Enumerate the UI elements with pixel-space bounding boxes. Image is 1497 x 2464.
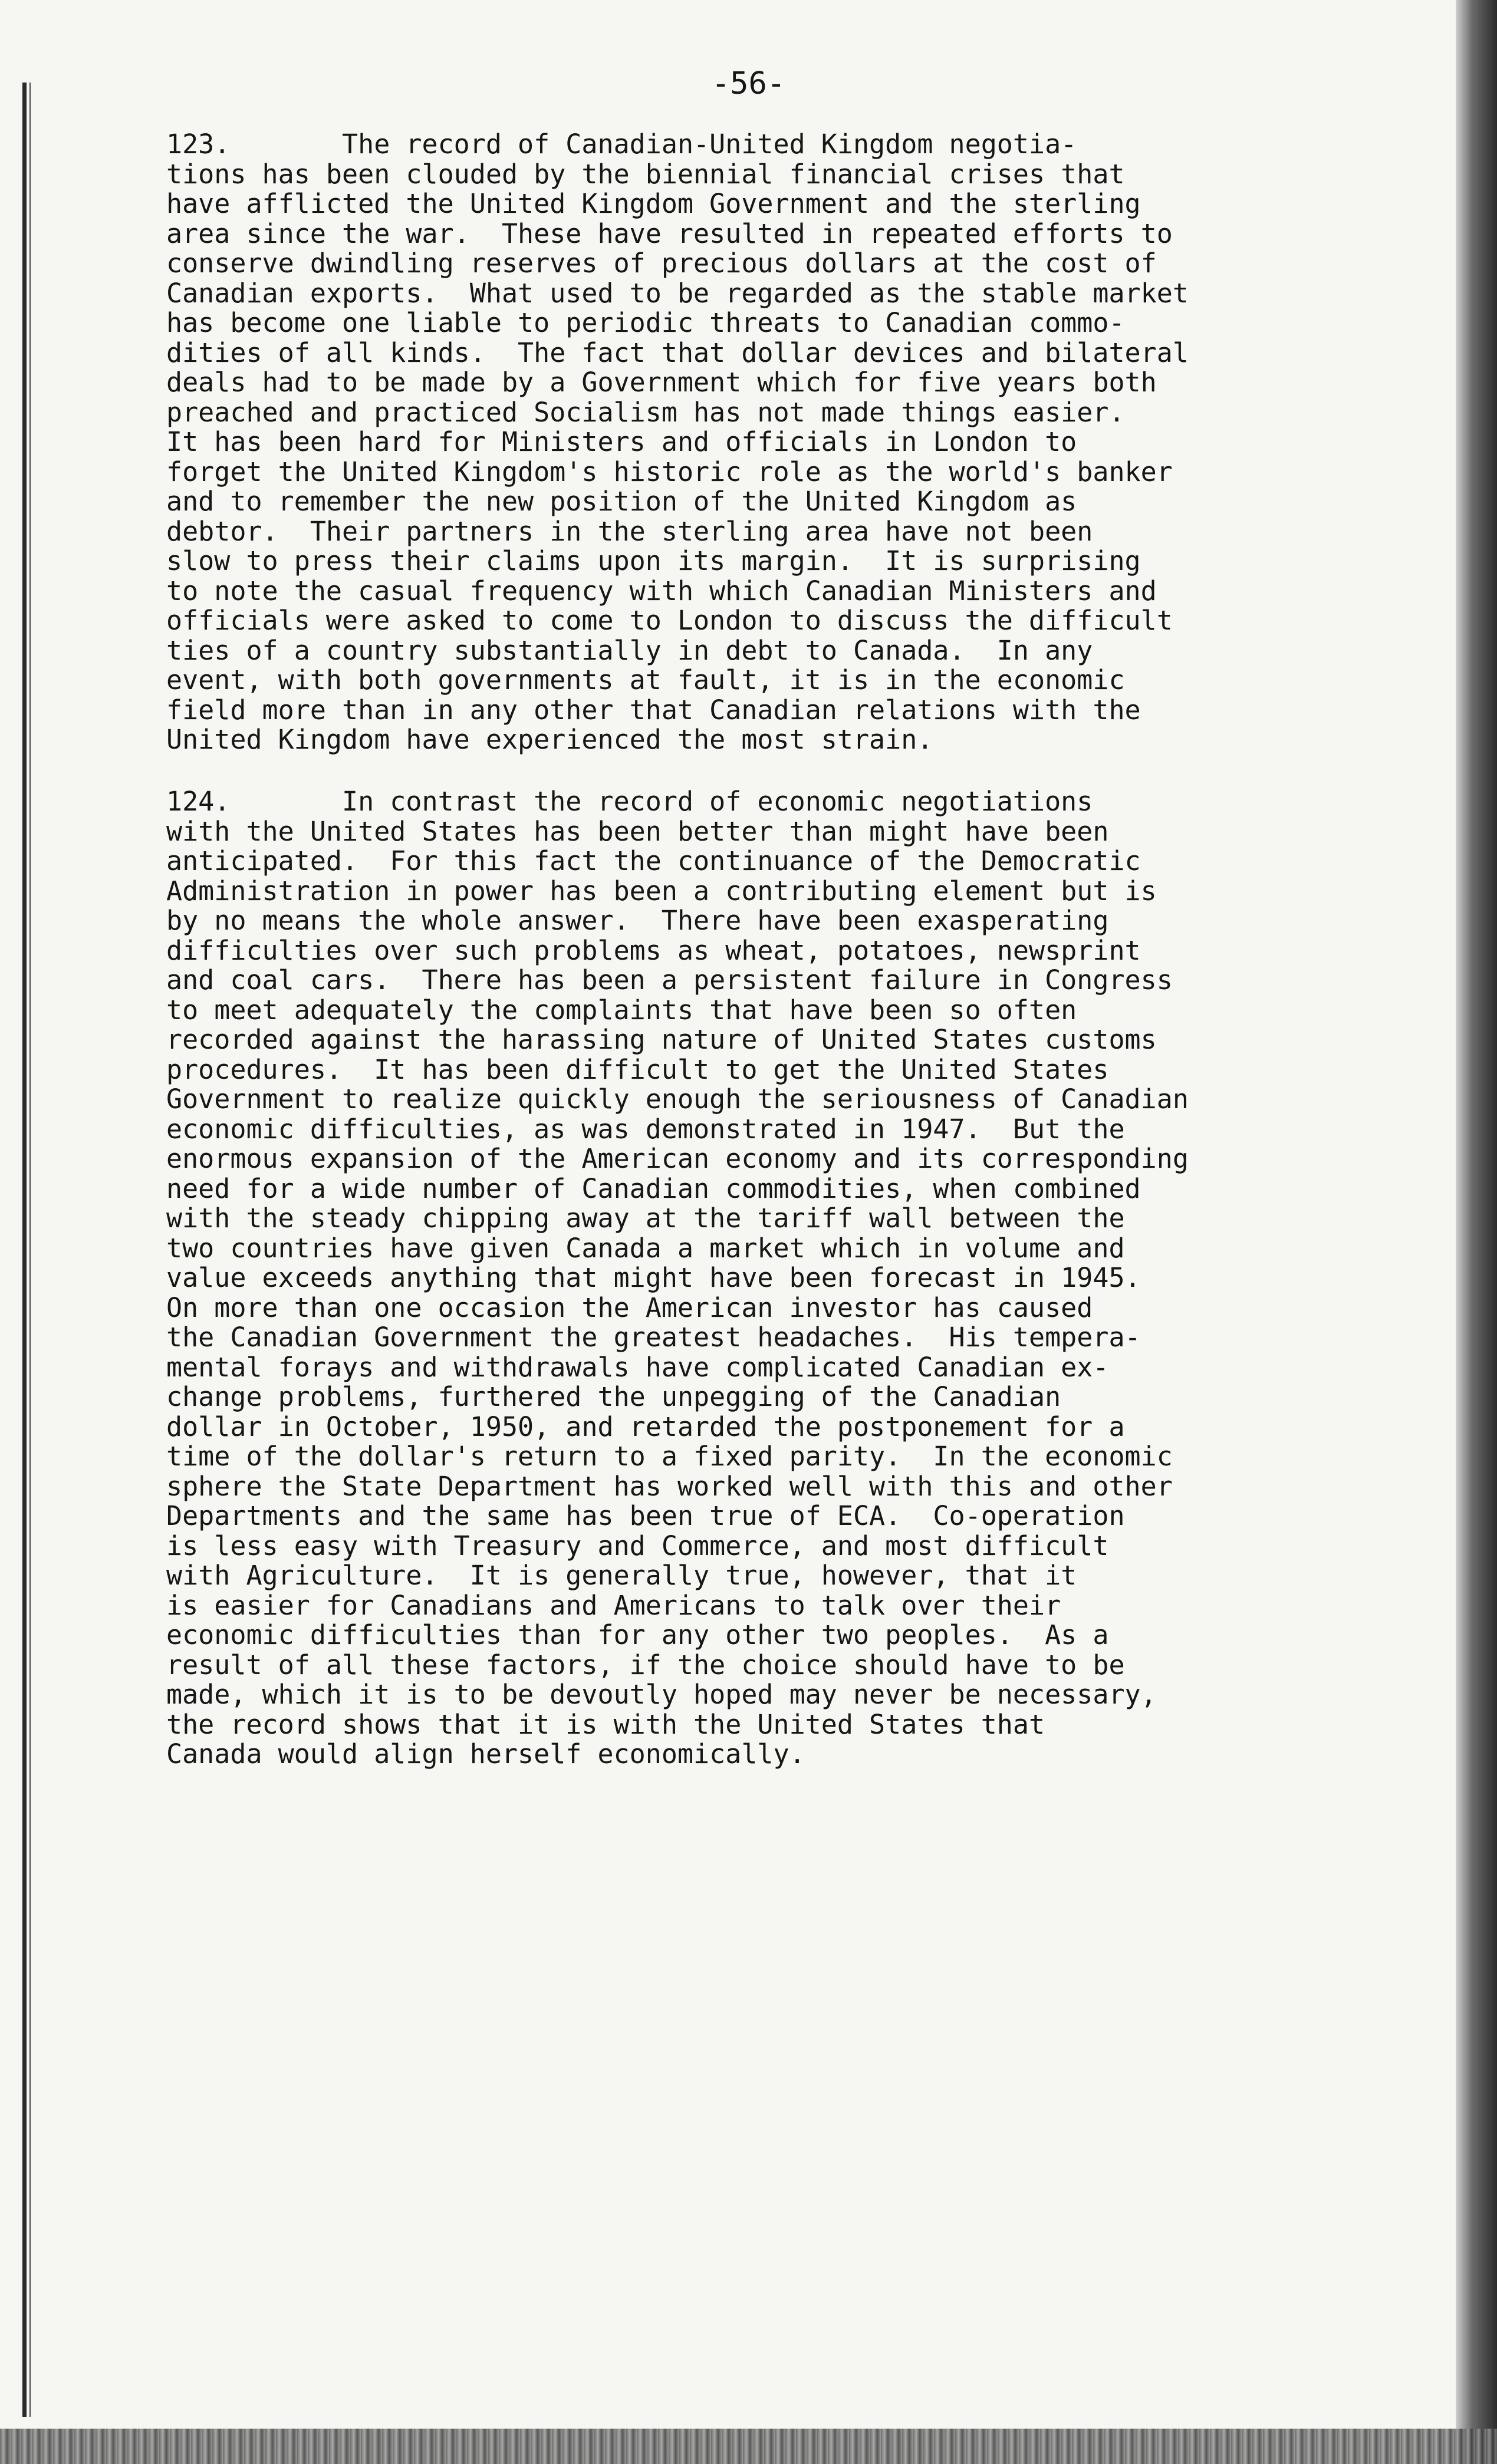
paragraph-124 [166,787,1345,1770]
left-margin-rule [22,83,27,2417]
text-line: dities of all kinds. The fact that dollar devices and bilateral [166,337,1189,368]
text-line: to meet adequately the complaints that have been so often [166,994,1077,1026]
text-line: Government to realize quickly enough the seriousness of Canadian [166,1083,1189,1115]
text-line: 124. In contrast the record of economic negotiations [166,786,1093,817]
text-line: with Agriculture. It is generally true, however, that it [166,1560,1077,1591]
text-line: is less easy with Treasury and Commerce, and most difficult [166,1530,1109,1562]
text-line: field more than in any other that Canadian relations with the [166,694,1141,726]
text-line: 123. The record of Canadian-United Kingdom negotia- [166,129,1077,160]
text-line: made, which it is to be devoutly hoped may never be necessary, [166,1679,1157,1710]
left-margin-rule-inner [29,83,31,2417]
text-line: the Canadian Government the greatest headaches. His tempera- [166,1322,1141,1353]
text-line: dollar in October, 1950, and retarded the postponement for a [166,1411,1125,1442]
text-line: two countries have given Canada a market which in volume and [166,1232,1125,1264]
text-line: Departments and the same has been true of ECA. Co-operation [166,1500,1125,1531]
text-line: result of all these factors, if the choice should have to be [166,1649,1125,1681]
text-line: debtor. Their partners in the sterling area have not been [166,515,1093,547]
text-line: is easier for Canadians and Americans to talk over their [166,1589,1061,1621]
page-number: -56- [711,66,786,101]
text-line: slow to press their claims upon its margin. It is surprising [166,545,1141,577]
text-line: change problems, furthered the unpegging of the Canadian [166,1381,1061,1412]
text-line: need for a wide number of Canadian commodities, when combined [166,1172,1141,1204]
text-line: economic difficulties than for any other two peoples. As a [166,1619,1109,1651]
text-line: Canadian exports. What used to be regarded as the stable market [166,277,1189,309]
text-line: mental forays and withdrawals have complicated Canadian ex- [166,1351,1109,1383]
text-line: deals had to be made by a Government which for five years both [166,367,1157,398]
scanned-page-edge-bottom [0,2429,1497,2464]
text-line: On more than one occasion the American investor has caused [166,1292,1093,1323]
text-line: It has been hard for Ministers and officials in London to [166,426,1077,457]
text-line: and to remember the new position of the United Kingdom as [166,486,1077,517]
text-line: has become one liable to periodic threats to Canadian commo- [166,307,1125,338]
text-line: procedures. It has been difficult to get the United States [166,1053,1109,1085]
text-line: area since the war. These have resulted in repeated efforts to [166,218,1173,249]
text-line: enormous expansion of the American economy and its corresponding [166,1143,1189,1174]
text-line: anticipated. For this fact the continuance of the Democratic [166,845,1141,877]
text-line: by no means the whole answer. There have been exasperating [166,905,1109,936]
text-line: preached and practiced Socialism has not made things easier. [166,396,1125,428]
text-line: officials were asked to come to London to discuss the difficult [166,605,1173,636]
text-line: and coal cars. There has been a persistent failure in Congress [166,964,1173,996]
text-line: forget the United Kingdom's historic role as the world's banker [166,456,1173,487]
text-line: Administration in power has been a contributing element but is [166,875,1157,907]
text-line: economic difficulties, as was demonstrated in 1947. But the [166,1113,1125,1145]
scanned-page-edge-right [1456,0,1497,2464]
text-line: tions has been clouded by the biennial financial crises that [166,158,1125,190]
text-line: with the steady chipping away at the tariff wall between the [166,1203,1125,1234]
text-line: with the United States has been better than might have been [166,815,1109,847]
text-line: have afflicted the United Kingdom Government and the sterling [166,188,1141,219]
text-line: United Kingdom have experienced the most strain. [166,724,933,755]
text-line: event, with both governments at fault, it is in the economic [166,664,1125,696]
text-line: Canada would align herself economically. [166,1738,805,1770]
text-line: conserve dwindling reserves of precious dollars at the cost of [166,248,1157,279]
paragraph-123 [166,130,1345,755]
text-line: ties of a country substantially in debt to Canada. In any [166,634,1093,666]
text-line: sphere the State Department has worked well with this and other [166,1470,1173,1502]
text-line: time of the dollar's return to a fixed parity. In the economic [166,1441,1173,1472]
text-line: the record shows that it is with the United States that [166,1708,1045,1740]
text-line: recorded against the harassing nature of United States customs [166,1024,1157,1055]
text-line: value exceeds anything that might have been forecast in 1945. [166,1262,1141,1293]
text-line: difficulties over such problems as wheat, potatoes, newsprint [166,934,1141,966]
text-line: to note the casual frequency with which Canadian Ministers and [166,575,1157,607]
